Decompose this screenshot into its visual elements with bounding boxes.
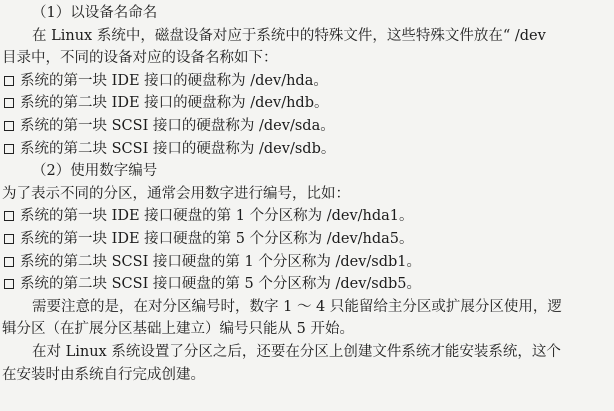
list-item [2,70,608,93]
list-item-text: 系统的第二块 IDE 接口的硬盘称为 /dev/hdb。 [20,95,329,112]
list-item [2,251,608,274]
checkbox-bullet-icon [4,144,14,154]
list-item-text: 系统的第二块 SCSI 接口的硬盘称为 /dev/sdb。 [20,140,336,157]
checkbox-bullet-icon [4,234,14,244]
list-item [2,138,608,161]
checkbox-bullet-icon [4,279,14,289]
list-item-text: 系统的第一块 IDE 接口硬盘的第 5 个分区称为 /dev/hda5。 [20,230,414,247]
list-item-text: 系统的第二块 SCSI 接口硬盘的第 5 个分区称为 /dev/sdb5。 [20,276,422,293]
section2-intro: 为了表示不同的分区，通常会用数字进行编号，比如： [2,185,350,202]
checkbox-bullet-icon [4,121,14,131]
section1-paragraph-line1: 在 Linux 系统中，磁盘设备对应于系统中的特殊文件，这些特殊文件放在“ /dev [32,27,546,44]
list-item [2,228,608,251]
checkbox-bullet-icon [4,76,14,86]
list-item-text: 系统的第一块 IDE 接口的硬盘称为 /dev/hda。 [20,72,328,89]
section1-heading: （1）以设备名命名 [32,5,158,21]
list-item-text: 系统的第一块 IDE 接口硬盘的第 1 个分区称为 /dev/hda1。 [20,208,414,225]
list-item [2,205,608,228]
section2-heading: （2）使用数字编号 [32,163,158,180]
list-item [2,115,608,138]
list-item [2,92,608,115]
checkbox-bullet-icon [4,257,14,267]
section1-paragraph-line2: 目录中，不同的设备对应的设备名称如下： [2,50,278,67]
note-line1: 需要注意的是，在对分区编号时，数字 1 ～ 4 只能留给主分区或扩展分区使用，逻 [32,298,562,315]
list-item-text: 系统的第二块 SCSI 接口硬盘的第 1 个分区称为 /dev/sdb1。 [20,253,422,270]
note-line2: 辑分区（在扩展分区基础上建立）编号只能从 5 开始。 [2,321,354,338]
checkbox-bullet-icon [4,211,14,221]
list-item-text: 系统的第一块 SCSI 接口的硬盘称为 /dev/sda。 [20,117,335,134]
checkbox-bullet-icon [4,98,14,108]
list-item [2,273,608,296]
closing-line2: 在安装时由系统自行完成创建。 [2,366,205,383]
closing-line1: 在对 Linux 系统设置了分区之后，还要在分区上创建文件系统才能安装系统，这个 [32,343,561,360]
